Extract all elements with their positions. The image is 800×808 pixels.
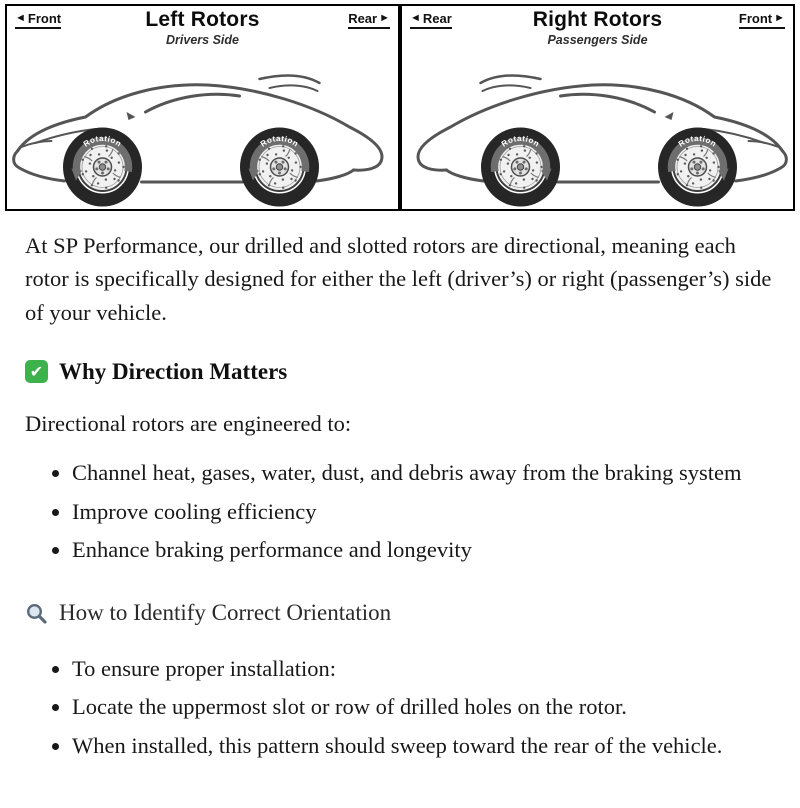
list-item: • Channel heat, gases, water, dust, and debris away from the braking system — [72, 456, 772, 489]
list-item: • Locate the uppermost slot or row of drilled holes on the rotor. — [72, 690, 772, 723]
panel-subtitle: Passengers Side — [547, 33, 648, 47]
right-rotors-panel — [400, 4, 795, 211]
check-icon: ✔ — [25, 360, 48, 383]
heading-text: Why Direction Matters — [59, 358, 288, 384]
heading-text: How to Identify Correct Orientation — [59, 600, 392, 626]
panel-subtitle: Drivers Side — [166, 33, 239, 47]
car-illustration-right — [402, 55, 793, 207]
rear-direction-label — [348, 11, 390, 29]
list-item: • Enhance braking performance and longevity — [72, 533, 772, 566]
panel-header — [402, 11, 793, 29]
list-item: • To ensure proper installation: — [72, 652, 772, 685]
direction-text: Rear — [422, 11, 452, 26]
panel-header — [7, 11, 398, 29]
lead-paragraph: Directional rotors are engineered to: — [25, 410, 352, 436]
heading-why-direction-matters — [25, 355, 772, 389]
rear-direction-label — [410, 11, 452, 29]
orientation-list — [25, 652, 772, 762]
front-direction-label — [739, 11, 785, 29]
arrow-right-icon: ► — [774, 12, 785, 24]
arrow-left-icon: ◄ — [410, 12, 421, 24]
arrow-right-icon: ► — [379, 12, 390, 24]
rotor-direction-diagram — [0, 0, 800, 211]
article-body — [0, 211, 800, 808]
car-illustration-left — [7, 55, 398, 207]
direction-text: Front — [27, 11, 62, 26]
left-rotors-panel — [5, 4, 400, 211]
magnifier-icon — [25, 602, 48, 625]
direction-text: Front — [738, 11, 773, 26]
benefits-list — [25, 456, 772, 566]
direction-text: Rear — [348, 11, 378, 26]
panel-title: Right Rotors — [532, 8, 663, 31]
panel-title: Left Rotors — [145, 8, 260, 31]
intro-paragraph: At SP Performance, our drilled and slotted rotors are directional, meaning each rotor is specifically designed for either the left (driver’s) or right (passenger’s) side of your vehicle. — [25, 233, 772, 325]
list-item: • Improve cooling efficiency — [72, 495, 772, 528]
arrow-left-icon: ◄ — [15, 12, 26, 24]
list-item: • When installed, this pattern should sweep toward the rear of the vehicle. — [72, 729, 772, 762]
heading-identify-orientation — [25, 596, 772, 630]
front-direction-label — [15, 11, 61, 29]
